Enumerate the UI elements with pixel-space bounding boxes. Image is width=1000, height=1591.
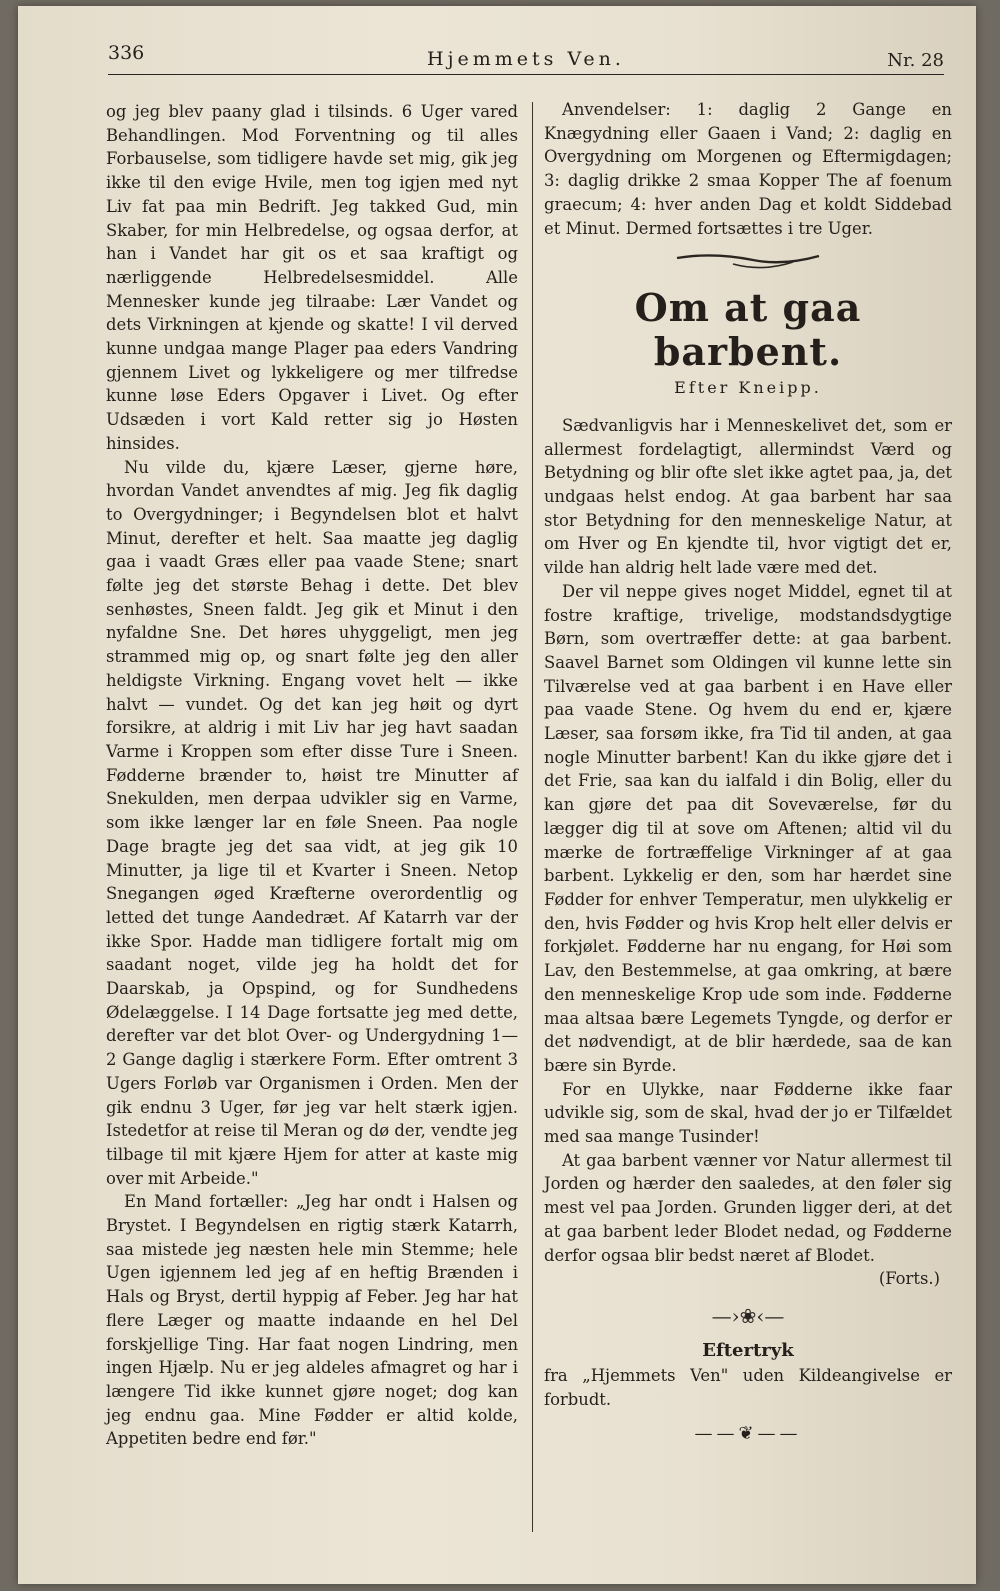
article-byline: Efter Kneipp. <box>674 378 822 398</box>
journal-title: Hjemmets Ven. <box>427 48 625 70</box>
page-header <box>108 40 944 75</box>
paragraph: Der vil neppe gives noget Middel, egnet til at fostre kraftige, trivelige, modstandsdygtige Børn, som overtræffer dette: at gaa barbent. Saavel Barnet som Oldingen vil kunne lette sin Tilværelse ved at gaa barbent i en Have eller paa vaade Stene. Og hvem du end er, kjære Læser, saa forsøm ikke, fra Tid til anden, at gaa nogle Minutter barbent! Kan du ikke gjøre det i det Frie, saa kan du ialfald i din Bolig, eller du kan gjøre det paa dit Soveværelse, før du lægger dig til at sove om Aftenen; altid vil du mærke de fortræffelige Virkninger af at gaa barbent. Lykkelig er den, som har hærdet sine Fødder for enhver Temperatur, men ulykkelig er den, hvis Fødder og hvis Krop helt eller delvis er forkjølet. Fødderne har nu engang, for Høi som Lav, den Bestemmelse, at gaa omkring, at bære den menneskelige Krop ude som inde. Fødderne maa altsaa bære Legemets Tyngde, og derfor er det nødvendigt, at de blir hærdede, saa de kan bære sin Byrde. <box>544 581 952 1075</box>
column-divider <box>532 102 533 1532</box>
divider-ornament-icon: —›❀‹— <box>711 1303 785 1328</box>
paragraph: Sædvanligvis har i Menneskelivet det, som er allermest fordelagtigt, allermindst Værd og Betydning og blir ofte slet ikke agtet paa, ja, det undgaas helst endog. At gaa barbent har saa stor Betydning for den menneskelige Natur, at om Hver og En kjendte til, hvor vigtigt det er, vilde han aldrig helt lade være med det. <box>544 415 952 578</box>
paragraph: At gaa barbent vænner vor Natur allermest til Jorden og hærder den saaledes, at den føler sig mest vel paa Jorden. Grunden ligger deri, at det at gaa barbent leder Blodet nedad, og Fødderne derfor ogsaa blir bedst næret af Blodet. <box>544 1150 952 1265</box>
paragraph: For en Ulykke, naar Fødderne ikke faar udvikle sig, som de skal, hvad der jo er Tilfældet med saa mange Tusinder! <box>544 1079 952 1147</box>
right-column <box>544 98 952 1445</box>
swash-ornament-icon <box>673 250 823 274</box>
paragraph: En Mand fortæller: „Jeg har ondt i Halsen og Brystet. I Begyndelsen en rigtig stærk Katarrh, saa mistede jeg næsten hele min Stemme; hele Ugen igjennem led jeg af en heftig Brænden i Hals og Bryst, dertil hyppig af Feber. Jeg har hat flere Læger og maatte indaande en hel Del forskjellige Ting. Har faat nogen Lindring, men ingen Hjælp. Nu er jeg aldeles afmagret og har i længere Tid ikke kunnet gjøre noget; dog kan jeg endnu gaa. Mine Fødder er altid kolde, Appetiten bedre end før." <box>106 1192 518 1449</box>
article-title: Om at gaa barbent. <box>634 285 862 375</box>
reprint-text: fra „Hjemmets Ven" uden Kildeangivelse er forbudt. <box>544 1366 952 1410</box>
newspaper-page <box>18 6 976 1584</box>
fleuron-ornament-icon: ——❦—— <box>694 1422 802 1444</box>
issue-number: Nr. 28 <box>887 50 944 71</box>
left-column <box>106 100 518 1451</box>
page-number: 336 <box>108 42 145 64</box>
paragraph: og jeg blev paany glad i tilsinds. 6 Uger vared Behandlingen. Mod Forventning og til alles Forbauselse, som tidligere havde set mig, gik jeg ikke til den evige Hvile, men tog igjen med nyt Liv fat paa min Bedrift. Jeg takked Gud, min Skaber, for min Helbredelse, og ogsaa derfor, at han i Vandet har git os et saa kraftigt og nærliggende Helbredelsesmiddel. Alle Mennesker kunde jeg tilraabe: Lær Vandet og dets Virkningen at kjende og skatte! I vil derved kunne undgaa mange Plager paa eders Vandring gjennem Livet og lykkeligere og mer tilfredse kunne løse Eders Opgaver i Livet. Og efter Udsæden i vort Kald retter sig jo Høsten hinsides. <box>106 102 518 453</box>
usage-paragraph: Anvendelser: 1: daglig 2 Gange en Knægydning eller Gaaen i Vand; 2: daglig en Overgydning om Morgenen og Eftermigdagen; 3: daglig drikke 2 smaa Kopper The af foenum graecum; 4: hver anden Dag et koldt Siddebad et Minut. Dermed fortsættes i tre Uger. <box>544 100 952 238</box>
continued-note: (Forts.) <box>878 1269 940 1289</box>
reprint-heading: Eftertryk <box>702 1339 794 1361</box>
paragraph: Nu vilde du, kjære Læser, gjerne høre, hvordan Vandet anvendtes af mig. Jeg fik daglig to Overgydninger; i Begyndelsen blot et halvt Minut, derefter et helt. Saa maatte jeg daglig gaa i vaadt Græs eller paa vaade Stene; snart følte jeg det største Behag i dette. Det blev senhøstes, Sneen faldt. Jeg gik et Minut i den nyfaldne Sne. Det høres uhyggeligt, men jeg strammed mig op, og snart følte jeg den aller heldigste Virkning. Engang vovet helt — ikke halvt — vundet. Og det kan jeg høit og dyrt forsikre, at aldrig i mit Liv har jeg havt saadan Varme i Kroppen som efter disse Ture i Sneen. Fødderne brænder to, høist tre Minutter af Snekulden, men derpaa udvikler sig en Varme, som ikke længer lar en føle Sneen. Paa nogle Dage bragte jeg det saa vidt, at jeg gik 10 Minutter, ja lige til et Kvarter i Sneen. Netop Snegangen øged Kræfterne overordentlig og letted det tunge Aandedræt. Af Katarrh var der ikke Spor. Hadde man tidligere fortalt mig om saadant noget, vilde jeg ha holdt det for Daarskab, ja Opspind, og for Sundhedens Ødelæggelse. I 14 Dage fortsatte jeg med dette, derefter var det blot Over- og Undergydning 1—2 Gange daglig i stærkere Form. Efter omtrent 3 Ugers Forløb var Organismen i Orden. Men der gik endnu 3 Uger, før jeg var helt stærk igjen. Istedetfor at reise til Meran og dø der, vendte jeg tilbage til mit kjære Hjem for atter at kaste mig over mit Arbeide." <box>106 457 518 1188</box>
